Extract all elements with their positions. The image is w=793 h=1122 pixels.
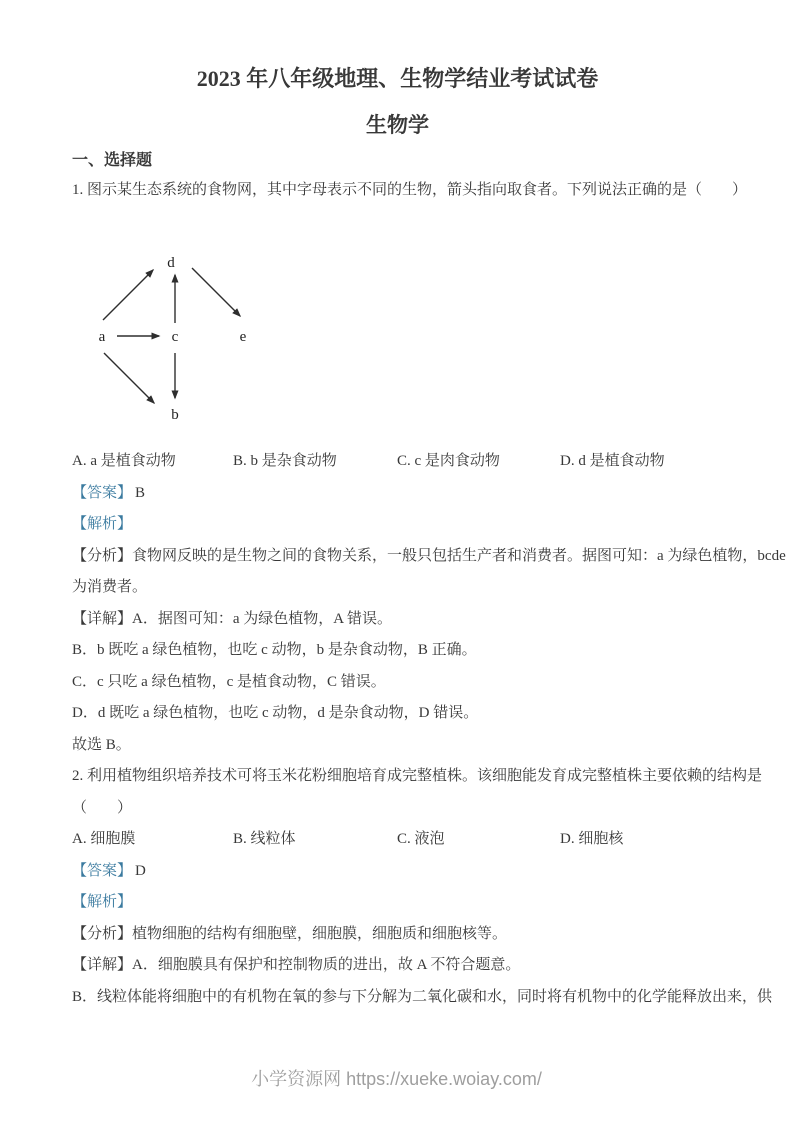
q2-answer-line <box>72 856 723 888</box>
q1-analysis-line-1: 【分析】食物网反映的是生物之间的食物关系，一般只包括生产者和消费者。据图可知：a 为绿色植物，bcde <box>72 547 786 564</box>
q1-option-c: C. c 是肉食动物 <box>397 453 500 469</box>
question-2-options-row <box>72 824 723 856</box>
q1-option-d: D. d 是植食动物 <box>560 453 665 469</box>
q2-option-a: A. 细胞膜 <box>72 831 136 847</box>
q1-detail-line-4: D．d 既吃 a 绿色植物，也吃 c 动物，d 是杂食动物，D 错误。 <box>72 705 479 721</box>
section-heading: 一、选择题 <box>72 152 153 169</box>
q1-analysis-label: 【解析】 <box>72 516 133 532</box>
food-web-diagram <box>85 248 285 430</box>
q1-conclusion: 故选 B。 <box>72 736 131 753</box>
page-title: 2023 年八年级地理、生物学结业考试试卷 <box>196 66 599 91</box>
question-2-stem-line-2: （ ） <box>72 799 133 816</box>
foodweb-node-c: c <box>171 329 179 345</box>
foodweb-node-b: b <box>171 407 179 423</box>
q1-answer-label: 【答案】 <box>72 484 133 501</box>
q1-option-a: A. a 是植食动物 <box>72 453 176 469</box>
question-1-options-row <box>72 446 723 478</box>
q2-option-d: D. 细胞核 <box>560 831 624 847</box>
question-1-stem: 1. 图示某生态系统的食物网，其中字母表示不同的生物，箭头指向取食者。下列说法正确的是（ ） <box>72 182 748 198</box>
page-subtitle: 生物学 <box>366 113 429 137</box>
foodweb-node-a: a <box>98 329 106 345</box>
q2-answer-value: D <box>135 862 146 879</box>
q2-option-b: B. 线粒体 <box>233 831 296 847</box>
q2-analysis-line-1: 【分析】植物细胞的结构有细胞壁，细胞膜，细胞质和细胞核等。 <box>72 925 508 942</box>
q2-analysis-label: 【解析】 <box>72 894 133 910</box>
foodweb-node-e: e <box>239 329 247 345</box>
question-2-stem-line-1: 2. 利用植物组织培养技术可将玉米花粉细胞培育成完整植株。该细胞能发育成完整植株主要依赖的结构是 <box>72 768 763 784</box>
foodweb-arrow-a-to-b <box>104 353 154 403</box>
footer-watermark: 小学资源网 https://xueke.woiay.com/ <box>251 1069 542 1089</box>
q2-detail-line-2: B．线粒体能将细胞中的有机物在氧的参与下分解为二氧化碳和水，同时将有机物中的化学能释放出来，供 <box>72 988 773 1005</box>
q1-answer-value: B <box>135 484 146 501</box>
q1-detail-line-1: 【详解】A．据图可知：a 为绿色植物，A 错误。 <box>72 610 392 627</box>
q1-answer-line <box>72 478 723 510</box>
q1-analysis-line-2: 为消费者。 <box>72 579 148 595</box>
q1-detail-line-3: C．c 只吃 a 绿色植物，c 是植食动物，C 错误。 <box>72 673 386 690</box>
q1-option-b: B. b 是杂食动物 <box>233 453 337 469</box>
foodweb-node-d: d <box>167 255 175 271</box>
foodweb-arrow-a-to-d <box>103 270 153 320</box>
foodweb-arrow-d-to-e <box>192 268 240 316</box>
q2-detail-line-1: 【详解】A．细胞膜具有保护和控制物质的进出，故 A 不符合题意。 <box>72 957 521 973</box>
q2-answer-label: 【答案】 <box>72 862 133 879</box>
q1-detail-line-2: B．b 既吃 a 绿色植物，也吃 c 动物，b 是杂食动物，B 正确。 <box>72 642 477 658</box>
q2-option-c: C. 液泡 <box>397 831 445 847</box>
food-web-svg <box>85 248 285 430</box>
